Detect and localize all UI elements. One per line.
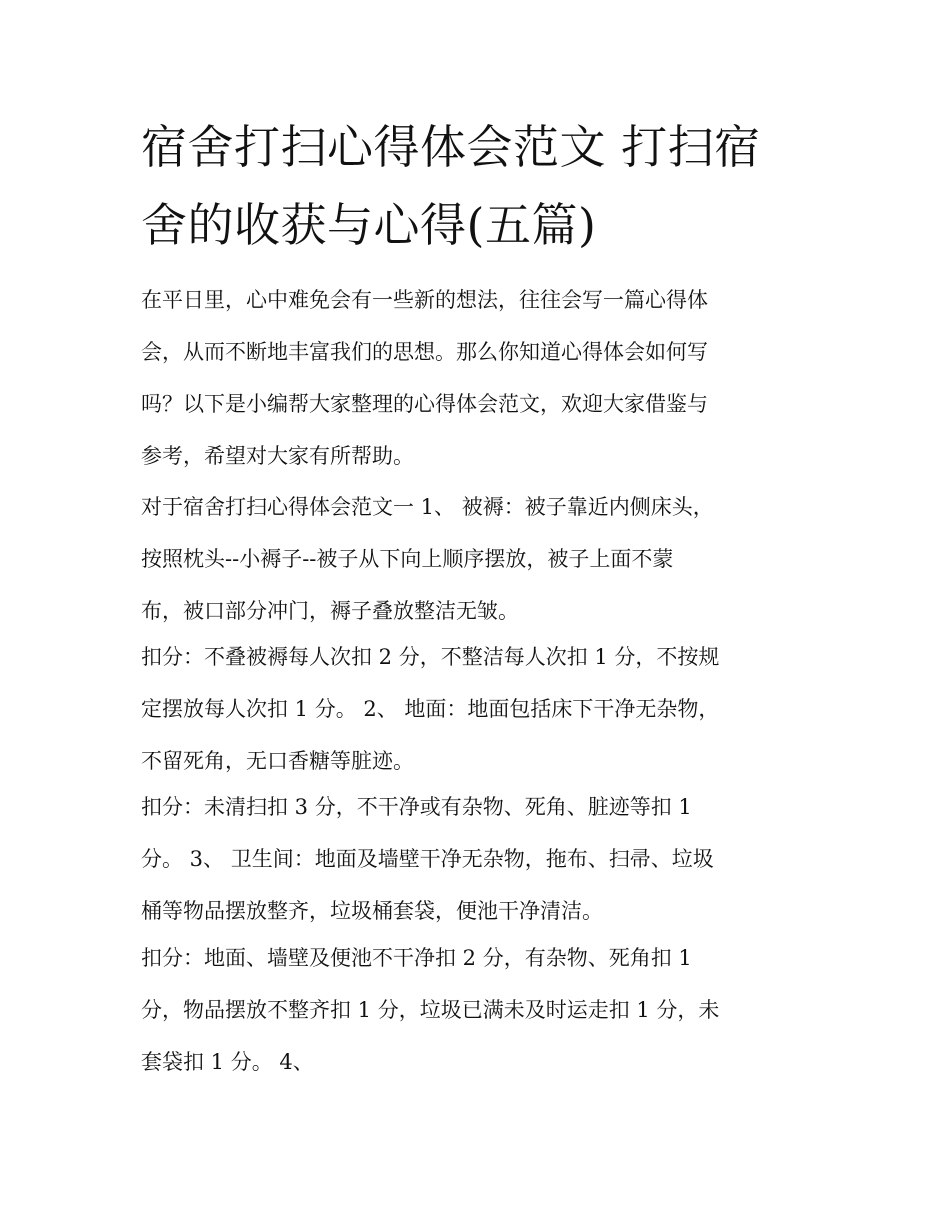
text-line: 套袋扣 1 分。 4、 (141, 1050, 314, 1074)
text-line: 分。 3、 卫生间：地面及墙壁干净无杂物，拖布、扫帚、垃圾 (141, 847, 714, 871)
text-line: 不留死角，无口香糖等脏迹。 (141, 749, 414, 773)
text-line: 定摆放每人次扣 1 分。 2、 地面：地面包括床下干净无杂物， (141, 697, 720, 721)
text-line: 参考，希望对大家有所帮助。 (141, 444, 414, 468)
bedding-paragraph (141, 481, 821, 637)
title-line: 宿舍打扫心得体会范文 打扫宿 (141, 120, 761, 174)
text-line: 扣分：不叠被褥每人次扣 2 分，不整洁每人次扣 1 分，不按规 (141, 645, 720, 669)
text-line: 在平日里，心中难免会有一些新的想法，往往会写一篇心得体 (141, 288, 708, 312)
text-line: 布，被口部分冲门，褥子叠放整洁无皱。 (141, 599, 519, 623)
text-line: 按照枕头--小褥子--被子从下向上顺序摆放，被子上面不蒙 (141, 547, 674, 571)
text-line: 分，物品摆放不整齐扣 1 分，垃圾已满未及时运走扣 1 分，未 (141, 998, 720, 1022)
text-line: 扣分：未清扫扣 3 分，不干净或有杂物、死角、脏迹等扣 1 (141, 795, 692, 819)
text-line: 扣分：地面、墙壁及便池不干净扣 2 分，有杂物、死角扣 1 (141, 946, 692, 970)
floor-deduction-paragraph (141, 781, 821, 937)
title-line: 舍的收获与心得(五篇) (141, 198, 597, 252)
bedding-deduction-paragraph (141, 631, 821, 787)
text-line: 对于宿舍打扫心得体会范文一 1、 被褥：被子靠近内侧床头， (141, 495, 714, 519)
text-line: 桶等物品摆放整齐，垃圾桶套袋，便池干净清洁。 (141, 899, 603, 923)
intro-paragraph (141, 274, 821, 482)
text-line: 吗？以下是小编帮大家整理的心得体会范文，欢迎大家借鉴与 (141, 392, 708, 416)
document-title (141, 108, 821, 264)
bathroom-deduction-paragraph (141, 932, 821, 1088)
text-line: 会，从而不断地丰富我们的思想。那么你知道心得体会如何写 (141, 340, 708, 364)
